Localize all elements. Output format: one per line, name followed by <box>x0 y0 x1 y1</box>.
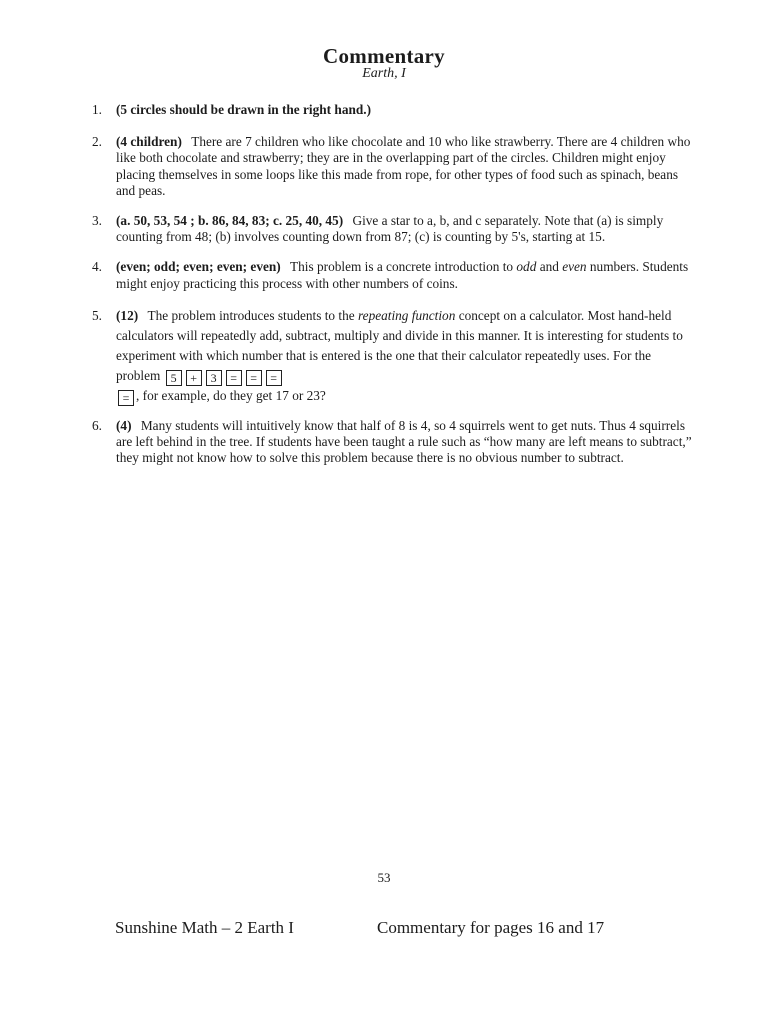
item-text: numbers. Students might enjoy practicing this process with other numbers of coins. <box>116 259 689 291</box>
commentary-item-3 <box>92 213 692 245</box>
item-text: , for example, do they get 17 or 23? <box>136 387 326 403</box>
item-body <box>116 306 692 406</box>
commentary-item-4 <box>92 259 692 291</box>
item-text: Give a star to a, b, and c separately. Note that (a) is simply counting from 48; (b) involves counting down from 87; (c) is counting by 5's, starting at 15. <box>116 213 664 245</box>
item-answer: (4) <box>116 417 132 433</box>
footer-book-title: Sunshine Math – 2 Earth I <box>115 918 294 937</box>
item-number: 1. <box>92 102 102 117</box>
commentary-item-1 <box>92 102 692 118</box>
item-emphasis-even: even <box>562 259 587 275</box>
item-text: The problem introduces students to the <box>147 307 355 323</box>
item-text: Many students will intuitively know that half of 8 is 4, so 4 squirrels went to get nuts. Thus 4 squirrels are left behind in the tree. If students have been taught a rule such as “how many are left means to subtract,” they might not know how to solve this problem because there is no obvious number to subtract. <box>116 417 692 466</box>
calculator-key-equals: = <box>266 370 282 386</box>
commentary-list <box>92 102 692 466</box>
item-number: 5. <box>92 307 102 323</box>
item-answer: (4 children) <box>116 134 182 150</box>
page-subtitle: Earth, I <box>362 66 406 81</box>
item-body <box>116 134 692 199</box>
item-body <box>116 259 692 291</box>
commentary-item-2 <box>92 134 692 199</box>
item-answer: (12) <box>116 307 139 323</box>
item-body <box>116 418 692 467</box>
page-title: Commentary <box>323 44 445 68</box>
item-body <box>116 102 692 118</box>
page-number: 53 <box>377 870 391 885</box>
commentary-item-6 <box>92 418 692 467</box>
footer-page-reference: Commentary for pages 16 and 17 <box>377 918 605 937</box>
calculator-key-plus: + <box>186 370 202 386</box>
item-number: 2. <box>92 134 102 150</box>
commentary-item-5 <box>92 306 692 406</box>
item-text: and <box>539 259 559 275</box>
item-text: This problem is a concrete introduction to <box>290 259 514 275</box>
item-emphasis-odd: odd <box>516 259 537 275</box>
calculator-key-3: 3 <box>206 370 222 386</box>
item-answer: (even; odd; even; even; even) <box>116 259 281 275</box>
item-text: There are 7 children who like chocolate and 10 who like strawberry. There are 4 children who like both chocolate and strawberry; they are in the overlapping part of the circles. Children might enjoy placing themselves in some loops like this made from rope, for other types of food such as spinach, beans and peas. <box>116 134 691 198</box>
item-number: 3. <box>92 213 102 229</box>
item-text: concept on a calculator. Most hand-held calculators will repeatedly add, subtract, multiply and divide in this manner. It is interesting for students to experiment with which number that is entered is the one that their calculator repeatedly uses. For the problem <box>116 307 683 383</box>
item-number: 4. <box>92 259 102 275</box>
item-body <box>116 213 692 245</box>
item-emphasis: repeating function <box>357 307 456 323</box>
calculator-key-equals: = <box>246 370 262 386</box>
item-answer: (a. 50, 53, 54 ; b. 86, 84, 83; c. 25, 40, 45) <box>116 213 344 229</box>
item-number: 6. <box>92 417 102 433</box>
calculator-key-5: 5 <box>166 370 182 386</box>
calculator-key-equals: = <box>118 390 134 406</box>
item-answer: (5 circles should be drawn in the right hand.) <box>116 102 372 117</box>
calculator-key-equals: = <box>226 370 242 386</box>
